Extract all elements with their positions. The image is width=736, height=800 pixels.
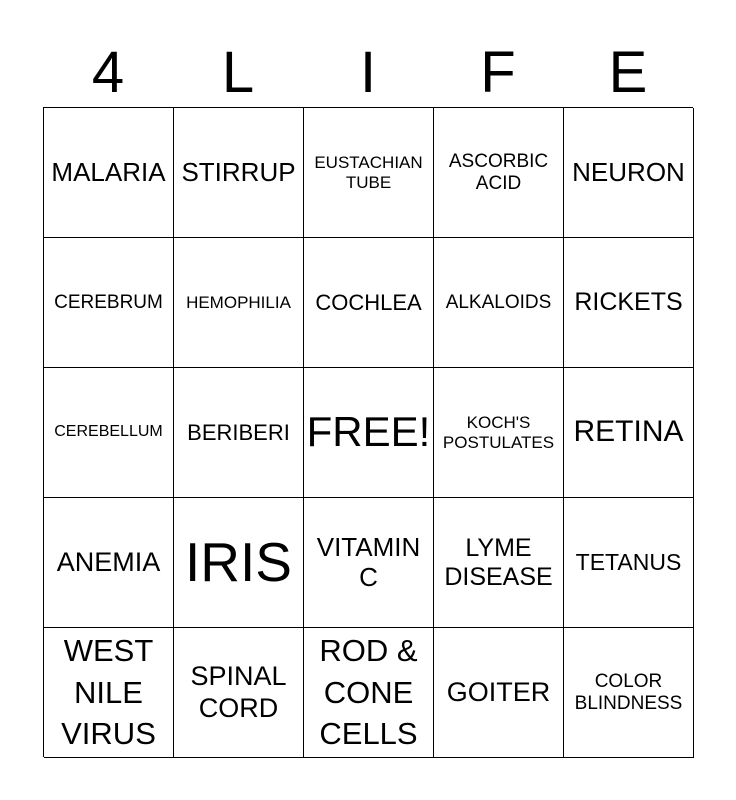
bingo-cell[interactable]: FREE!: [304, 368, 434, 498]
bingo-cell[interactable]: COLOR BLINDNESS: [564, 628, 694, 758]
header-letter: E: [608, 40, 648, 105]
bingo-cell[interactable]: MALARIA: [44, 108, 174, 238]
bingo-cell[interactable]: BERIBERI: [174, 368, 304, 498]
bingo-cell[interactable]: ASCORBIC ACID: [434, 108, 564, 238]
bingo-cell[interactable]: IRIS: [174, 498, 304, 628]
bingo-cell[interactable]: LYME DISEASE: [434, 498, 564, 628]
header-letter: I: [359, 40, 377, 105]
header-letter: F: [480, 40, 516, 105]
bingo-cell[interactable]: VITAMIN C: [304, 498, 434, 628]
bingo-cell[interactable]: GOITER: [434, 628, 564, 758]
bingo-cell[interactable]: STIRRUP: [174, 108, 304, 238]
bingo-cell[interactable]: CEREBELLUM: [44, 368, 174, 498]
bingo-board: [43, 107, 693, 757]
header-letter: 4: [91, 40, 125, 105]
bingo-cell[interactable]: RICKETS: [564, 238, 694, 368]
bingo-cell[interactable]: ANEMIA: [44, 498, 174, 628]
bingo-cell[interactable]: WEST NILE VIRUS: [44, 628, 174, 758]
bingo-cell[interactable]: KOCH'S POSTULATES: [434, 368, 564, 498]
bingo-cell[interactable]: SPINAL CORD: [174, 628, 304, 758]
bingo-cell[interactable]: NEURON: [564, 108, 694, 238]
bingo-cell[interactable]: HEMOPHILIA: [174, 238, 304, 368]
bingo-header: [43, 40, 693, 106]
bingo-cell[interactable]: RETINA: [564, 368, 694, 498]
bingo-cell[interactable]: ALKALOIDS: [434, 238, 564, 368]
bingo-cell[interactable]: CEREBRUM: [44, 238, 174, 368]
bingo-cell[interactable]: ROD & CONE CELLS: [304, 628, 434, 758]
bingo-cell[interactable]: EUSTACHIAN TUBE: [304, 108, 434, 238]
header-letter: L: [221, 40, 255, 105]
bingo-cell[interactable]: COCHLEA: [304, 238, 434, 368]
bingo-cell[interactable]: TETANUS: [564, 498, 694, 628]
